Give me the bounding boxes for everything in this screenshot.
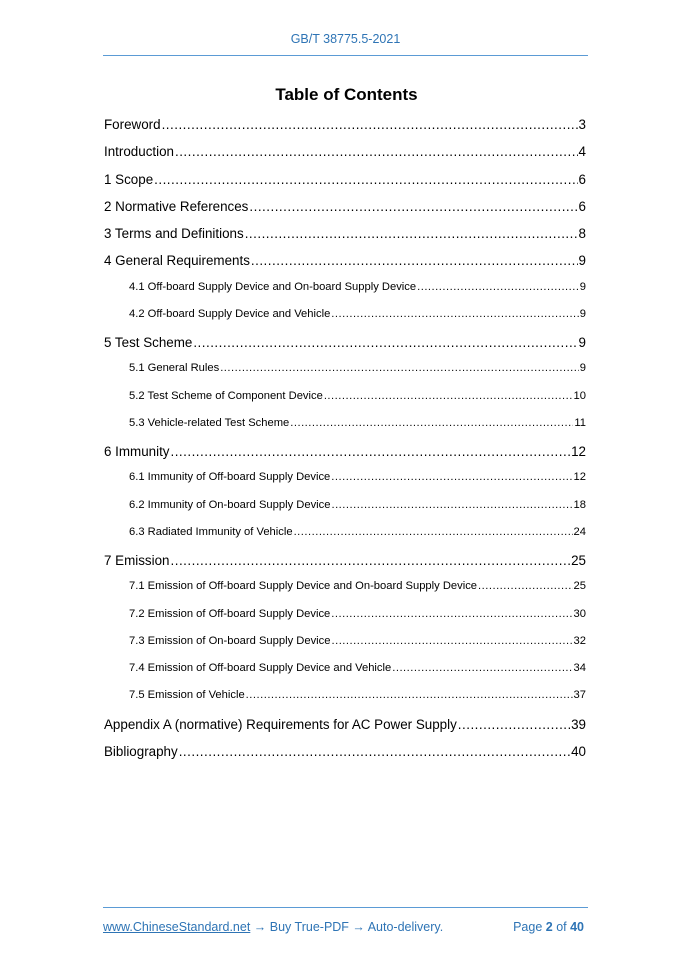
toc-leader-dots <box>170 444 570 459</box>
toc-entry-page: 9 <box>579 307 586 320</box>
toc-subentry[interactable] <box>129 608 586 620</box>
toc-entry-label: 4.1 Off-board Supply Device and On-board Supply Device <box>129 280 417 293</box>
toc-entry-label: 7.2 Emission of Off-board Supply Device <box>129 607 331 620</box>
toc-leader-dots <box>154 172 577 187</box>
toc-leader-dots <box>162 117 578 132</box>
toc-subentry[interactable] <box>129 635 586 647</box>
toc-leader-dots <box>245 226 578 241</box>
toc-leader-dots <box>246 689 573 701</box>
toc-leader-dots <box>294 526 573 538</box>
toc-entry[interactable] <box>104 717 586 732</box>
toc-entry-label: 6.1 Immunity of Off-board Supply Device <box>129 471 331 484</box>
toc-entry-label: Bibliography <box>104 743 178 759</box>
toc-entry-label: 7.5 Emission of Vehicle <box>129 689 245 702</box>
toc-entry-label: 5.1 General Rules <box>129 362 220 375</box>
toc-entry-label: 6 Immunity <box>104 444 170 459</box>
toc-entry-page: 34 <box>573 662 586 674</box>
toc-leader-dots <box>175 144 578 159</box>
page-total: 40 <box>570 920 584 934</box>
toc-entry-label: Appendix A (normative) Requirements for AC Power Supply <box>104 716 457 732</box>
toc-leader-dots <box>331 499 572 511</box>
toc-entry-label: 7.1 Emission of Off-board Supply Device and On-board Supply Device <box>129 580 478 593</box>
toc-entry[interactable] <box>104 444 586 459</box>
toc-entry-label: 5 Test Scheme <box>104 335 193 350</box>
toc-entry-label: 1 Scope <box>104 171 154 187</box>
toc-entry-label: 7.3 Emission of On-board Supply Device <box>129 634 331 647</box>
toc-entry-page: 9 <box>578 253 586 269</box>
toc-subentry[interactable] <box>129 499 586 511</box>
toc-entry-label: 2 Normative References <box>104 198 249 214</box>
toc-entry[interactable] <box>104 199 586 214</box>
toc-entry[interactable] <box>104 553 586 568</box>
toc-entry-page: 6 <box>578 171 586 187</box>
toc-subentry[interactable] <box>129 689 586 701</box>
toc-entry-page: 39 <box>571 716 586 732</box>
toc-subentry[interactable] <box>129 308 586 320</box>
toc-entry-label: 3 Terms and Definitions <box>104 226 244 241</box>
toc-entry-page: 9 <box>578 335 586 350</box>
toc-entry-label: Introduction <box>104 144 174 160</box>
toc-entry-page: 25 <box>571 553 586 568</box>
toc-leader-dots <box>220 362 579 374</box>
toc-entry[interactable] <box>104 226 586 241</box>
toc-subentry[interactable] <box>129 471 586 483</box>
toc-leader-dots <box>324 390 573 402</box>
footer-promo <box>103 920 443 934</box>
toc-entry-page: 3 <box>578 117 586 132</box>
toc-entry[interactable] <box>104 335 586 350</box>
toc-entry-label: 6.3 Radiated Immunity of Vehicle <box>129 525 293 538</box>
toc-entry-page: 10 <box>573 389 586 402</box>
page-current: 2 <box>545 920 553 934</box>
toc-entry-page: 32 <box>573 634 586 647</box>
toc-leader-dots <box>171 553 571 568</box>
toc-entry-page: 11 <box>574 416 586 429</box>
page-prefix: Page <box>513 920 546 934</box>
toc-entry-label: 4 General Requirements <box>104 253 250 269</box>
toc-entry[interactable] <box>104 117 586 132</box>
toc-entry[interactable] <box>104 144 586 159</box>
toc-entry-label: 4.2 Off-board Supply Device and Vehicle <box>129 307 331 320</box>
toc-leader-dots <box>478 580 573 592</box>
toc-leader-dots <box>331 608 572 620</box>
toc-subentry[interactable] <box>129 390 586 402</box>
toc-subentry[interactable] <box>129 281 586 293</box>
toc-leader-dots <box>458 717 570 732</box>
toc-entry-label: 6.2 Immunity of On-board Supply Device <box>129 498 331 511</box>
toc-leader-dots <box>290 417 573 429</box>
toc-subentry[interactable] <box>129 526 586 538</box>
toc-entry-page: 30 <box>573 607 586 620</box>
toc-entry-page: 8 <box>578 226 586 241</box>
page-header <box>103 0 588 56</box>
toc-entry-page: 12 <box>571 444 586 459</box>
toc-entry-page: 4 <box>578 144 586 160</box>
toc-leader-dots <box>193 335 577 350</box>
toc-entry-page: 25 <box>573 580 586 593</box>
toc-entry-page: 12 <box>573 471 586 484</box>
toc-subentry[interactable] <box>129 662 586 674</box>
toc-entry-page: 24 <box>573 525 586 538</box>
toc-entry-page: 18 <box>573 498 586 511</box>
toc-leader-dots <box>331 308 578 320</box>
toc-entry-page: 37 <box>573 689 586 702</box>
page-of: of <box>552 920 571 934</box>
toc-entry[interactable] <box>104 172 586 187</box>
website-link[interactable]: www.ChineseStandard.net <box>103 920 251 934</box>
toc-entry-label: 5.3 Vehicle-related Test Scheme <box>129 416 290 429</box>
toc-entry-page: 6 <box>578 198 586 214</box>
toc-leader-dots <box>392 662 572 674</box>
toc-entry-label: 7 Emission <box>104 553 170 568</box>
toc-entry-page: 9 <box>579 280 586 293</box>
toc-subentry[interactable] <box>129 362 586 374</box>
toc-leader-dots <box>179 744 570 759</box>
page-title: Table of Contents <box>275 85 418 104</box>
standard-code: GB/T 38775.5-2021 <box>290 32 401 46</box>
toc-entry-label: 7.4 Emission of Off-board Supply Device and Vehicle <box>129 662 392 674</box>
toc-entry[interactable] <box>104 744 586 759</box>
footer-tagline: → Buy True-PDF → Auto-delivery. <box>250 920 444 934</box>
page-number <box>513 920 584 934</box>
toc-leader-dots <box>331 635 572 647</box>
toc-subentry[interactable] <box>129 580 586 592</box>
toc-leader-dots <box>331 471 572 483</box>
toc-leader-dots <box>417 281 579 293</box>
toc-leader-dots <box>249 199 577 214</box>
toc-entry-label: 5.2 Test Scheme of Component Device <box>129 389 323 402</box>
toc-entry[interactable] <box>104 253 586 268</box>
toc-entry-page: 40 <box>571 743 586 759</box>
toc-entry-label: Foreword <box>104 117 161 132</box>
toc-entry-page: 9 <box>579 362 586 375</box>
page-footer <box>103 907 588 934</box>
toc-subentry[interactable] <box>129 417 586 429</box>
toc-leader-dots <box>251 253 578 268</box>
